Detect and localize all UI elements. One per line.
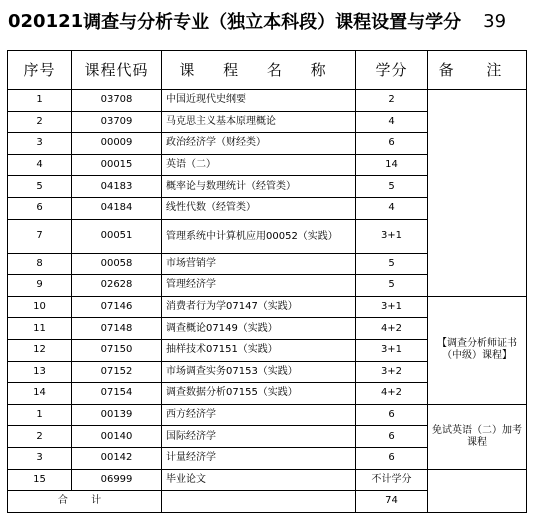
cell-code: 00051	[72, 219, 162, 253]
table-header-row	[8, 51, 527, 90]
cell-code: 04184	[72, 197, 162, 219]
cell-code: 07154	[72, 383, 162, 405]
cell-name: 调查概论07149（实践）	[162, 318, 356, 340]
header-credits: 学分	[356, 51, 428, 90]
cell-seq: 12	[8, 339, 72, 361]
cell-name: 概率论与数理统计（经管类）	[162, 176, 356, 198]
cell-credits: 5	[356, 253, 428, 275]
cell-seq: 11	[8, 318, 72, 340]
cell-credits: 3+1	[356, 219, 428, 253]
cell-credits: 14	[356, 154, 428, 176]
cell-code: 00009	[72, 133, 162, 155]
cell-credits: 不计学分	[356, 469, 428, 491]
cell-credits: 6	[356, 404, 428, 426]
header-course-code: 课程代码	[72, 51, 162, 90]
table-row	[8, 469, 527, 491]
cell-note-empty	[428, 90, 527, 297]
cell-seq: 9	[8, 275, 72, 297]
cell-seq: 2	[8, 111, 72, 133]
cell-credits: 4+2	[356, 383, 428, 405]
cell-credits: 4+2	[356, 318, 428, 340]
cell-name: 管理经济学	[162, 275, 356, 297]
header-seq: 序号	[8, 51, 72, 90]
cell-seq: 4	[8, 154, 72, 176]
cell-credits: 5	[356, 275, 428, 297]
cell-credits: 4	[356, 197, 428, 219]
cell-code: 07150	[72, 339, 162, 361]
cell-name: 马克思主义基本原理概论	[162, 111, 356, 133]
cell-code: 04183	[72, 176, 162, 198]
cell-credits: 5	[356, 176, 428, 198]
cell-code: 07146	[72, 296, 162, 318]
cell-name: 政治经济学（财经类）	[162, 133, 356, 155]
cell-seq: 2	[8, 426, 72, 448]
cell-code: 07152	[72, 361, 162, 383]
total-empty	[162, 491, 356, 513]
cell-code: 00058	[72, 253, 162, 275]
cell-seq: 15	[8, 469, 72, 491]
curriculum-table	[7, 50, 527, 513]
cell-seq: 13	[8, 361, 72, 383]
cell-name: 计量经济学	[162, 447, 356, 469]
cell-seq: 1	[8, 404, 72, 426]
cell-seq: 3	[8, 133, 72, 155]
cell-name: 中国近现代史纲要	[162, 90, 356, 112]
cell-code: 07148	[72, 318, 162, 340]
cell-name: 国际经济学	[162, 426, 356, 448]
cell-name: 管理系统中计算机应用00052（实践）	[162, 219, 356, 253]
note-exempt-english: 免试英语（二）加考课程	[428, 404, 527, 469]
total-credits: 74	[356, 491, 428, 513]
cell-name: 市场调查实务07153（实践）	[162, 361, 356, 383]
table-row	[8, 296, 527, 318]
cell-credits: 2	[356, 90, 428, 112]
cell-code: 00015	[72, 154, 162, 176]
cell-name: 市场营销学	[162, 253, 356, 275]
cell-name: 英语（二）	[162, 154, 356, 176]
page-title	[8, 6, 528, 36]
cell-credits: 3+1	[356, 339, 428, 361]
cell-name: 调查数据分析07155（实践）	[162, 383, 356, 405]
cell-credits: 6	[356, 133, 428, 155]
cell-code: 03709	[72, 111, 162, 133]
cell-seq: 3	[8, 447, 72, 469]
cell-seq: 1	[8, 90, 72, 112]
cell-seq: 10	[8, 296, 72, 318]
cell-seq: 7	[8, 219, 72, 253]
cell-seq: 6	[8, 197, 72, 219]
cell-credits: 3+1	[356, 296, 428, 318]
cell-name: 毕业论文	[162, 469, 356, 491]
cell-credits: 6	[356, 447, 428, 469]
cell-credits: 4	[356, 111, 428, 133]
title-text: 调查与分析专业（独立本科段）课程设置与学分	[83, 12, 462, 33]
cell-name: 抽样技术07151（实践）	[162, 339, 356, 361]
cell-code: 00139	[72, 404, 162, 426]
cell-code: 02628	[72, 275, 162, 297]
page-number: 39	[483, 10, 507, 32]
cell-name: 线性代数（经管类）	[162, 197, 356, 219]
table-row	[8, 90, 527, 112]
note-certificate: 【调查分析师证书（中级）课程】	[428, 296, 527, 404]
cell-code: 00140	[72, 426, 162, 448]
header-course-name: 课 程 名 称	[162, 51, 356, 90]
cell-seq: 5	[8, 176, 72, 198]
major-code: 020121	[8, 10, 84, 32]
cell-code: 06999	[72, 469, 162, 491]
cell-code: 03708	[72, 90, 162, 112]
cell-note-empty	[428, 469, 527, 512]
header-note: 备 注	[428, 51, 527, 90]
cell-name: 西方经济学	[162, 404, 356, 426]
cell-credits: 3+2	[356, 361, 428, 383]
cell-seq: 14	[8, 383, 72, 405]
total-label: 合 计	[8, 491, 162, 513]
cell-code: 00142	[72, 447, 162, 469]
cell-name: 消费者行为学07147（实践）	[162, 296, 356, 318]
cell-credits: 6	[356, 426, 428, 448]
table-row	[8, 404, 527, 426]
cell-seq: 8	[8, 253, 72, 275]
